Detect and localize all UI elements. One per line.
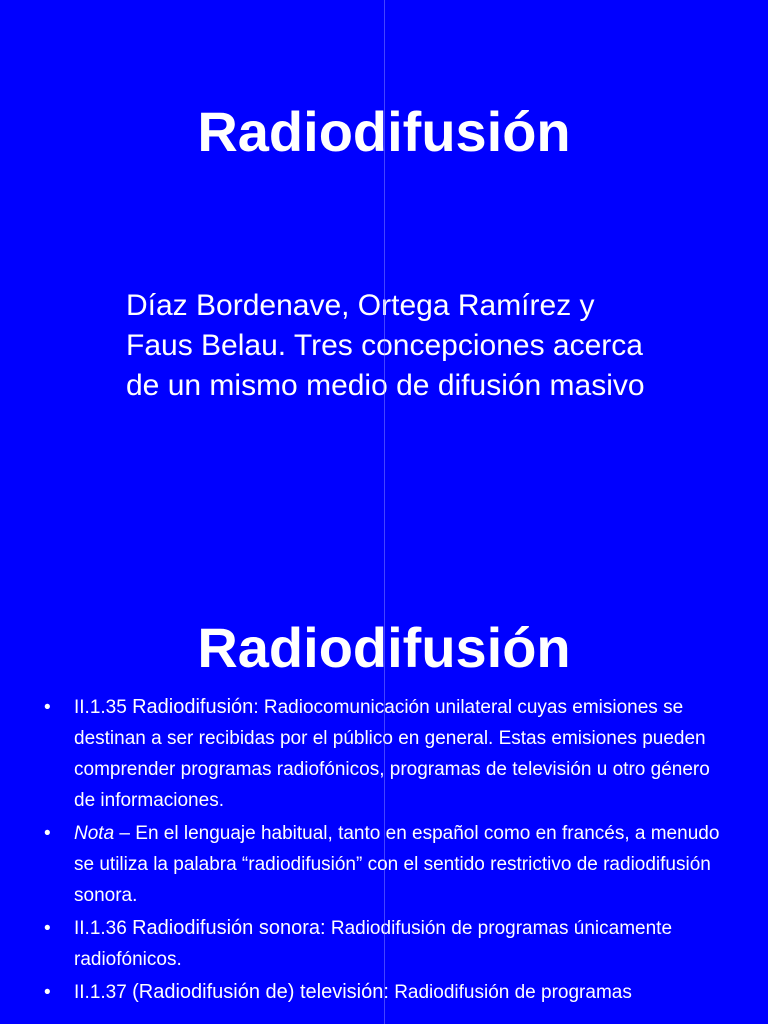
list-item [40,977,730,1008]
term-separator: – [114,823,136,844]
defined-term: Radiodifusión sonora: [132,917,326,939]
list-item [40,913,730,975]
slide-2-title: Radiodifusión [197,616,571,679]
definition-text: Radiodifusión de programas únicamente radiofónicos. [74,918,673,970]
center-guide-line [384,0,385,1024]
bullet-icon: • [44,697,51,718]
bullet-icon: • [44,982,51,1003]
note-label: Nota [74,823,115,844]
clause-number: II.1.36 [74,918,133,939]
note-text: En el lenguaje habitual, tanto en español como en francés, a menudo se utiliza la palabra “radiodifusión” con el sentido restrictivo de radiodifusión sonora. [74,823,720,906]
clause-number: II.1.35 [74,697,133,718]
term-separator: : [253,697,264,718]
list-item [40,818,730,911]
bullet-icon: • [44,823,51,844]
bullet-icon: • [44,918,51,939]
slide-1-subtitle: Díaz Bordenave, Ortega Ramírez y Faus Belau. Tres concepciones acerca de un mismo medio de difusión masivo [126,289,645,402]
definition-text: Radiodifusión de programas [394,982,632,1003]
clause-number: II.1.37 [74,982,133,1003]
defined-term: Radiodifusión [132,696,254,718]
slide-1-title: Radiodifusión [197,100,571,163]
defined-term: (Radiodifusión de) televisión: [132,981,389,1003]
definition-list [40,692,730,1010]
definition-text: Radiocomunicación unilateral cuyas emisiones se destinan a ser recibidas por el público en general. Estas emisiones pueden comprender programas radiofónicos, programas de televisión u otro género de informaciones. [74,697,710,811]
list-item [40,692,730,816]
